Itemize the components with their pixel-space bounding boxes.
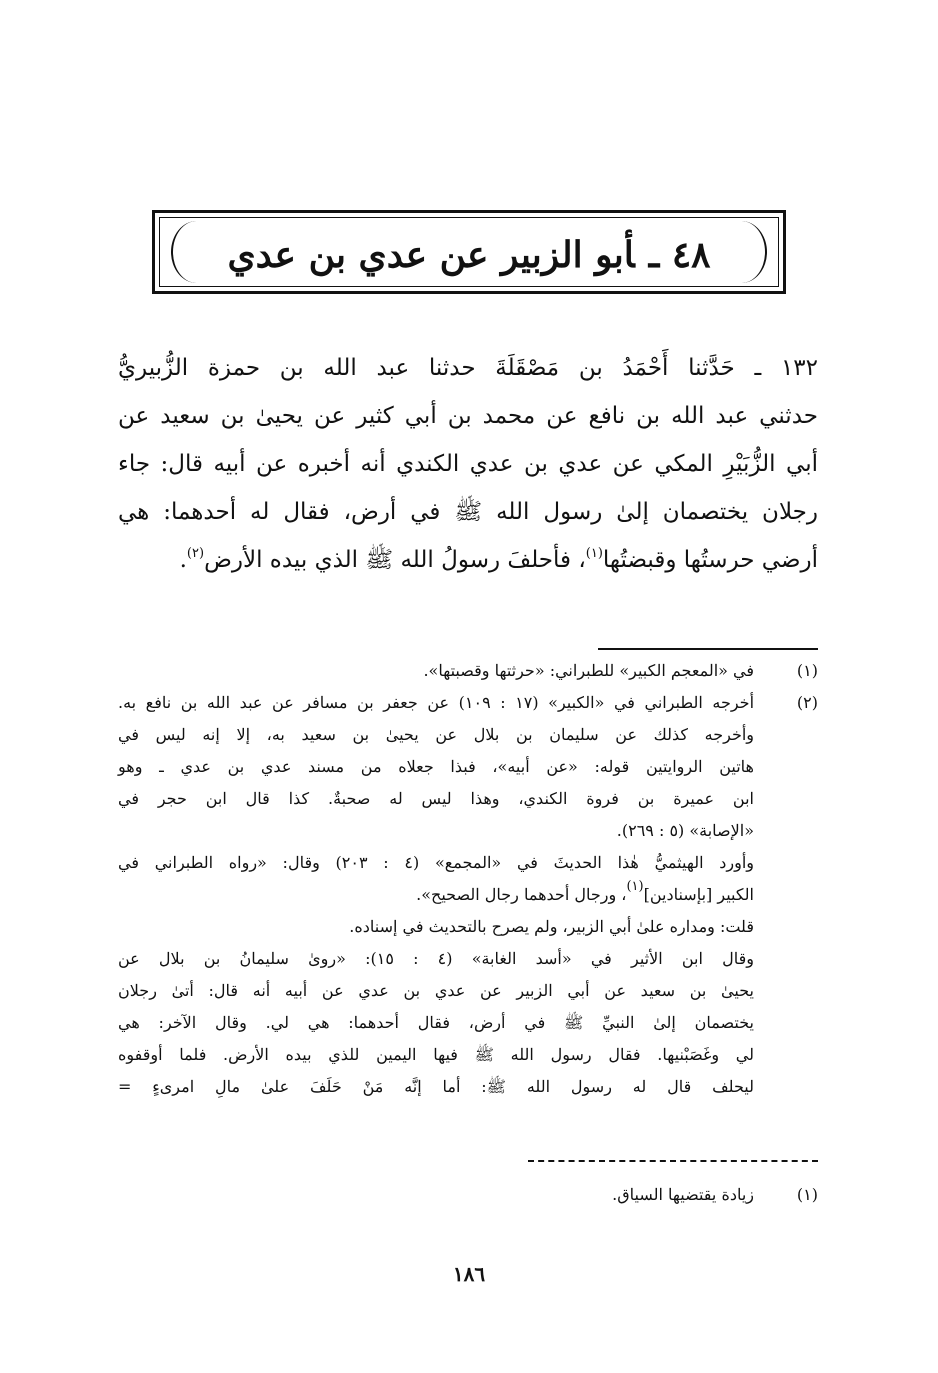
footnote-line: في «المعجم الكبير» للطبراني: «حرثتها وقصبتها».: [423, 661, 754, 680]
editor-note: [118, 1180, 818, 1210]
footnote-number: (١): [796, 661, 818, 680]
hadith-line-part: أرضي حرستُها وقبضتُها: [602, 547, 818, 573]
footnote-line: قلت: ومداره علىٰ أبي الزبير، ولم يصرح بالتحديث في إسناده.: [349, 917, 754, 936]
hadith-line-part: .: [179, 547, 187, 573]
footnote-number: (١): [796, 1185, 818, 1204]
footnote-line: وأورد الهيثميُّ هٰذا الحديثَ في «المجمع» (٤ : ٢٠٣) وقال: «رواه الطبراني في: [118, 853, 754, 872]
chapter-number: ٤٨ ـ: [648, 234, 711, 276]
page-number: ١٨٦: [452, 1262, 486, 1286]
hadith-line-part: ، فأحلفَ رسولُ الله ﷺ الذي بيده الأرض: [204, 547, 586, 573]
footnote-separator: [598, 648, 818, 650]
footnote-ref: (١): [585, 546, 603, 561]
chapter-title-text: أبو الزبير عن عدي بن عدي: [227, 234, 635, 276]
hadith-line: أبي الزُّبَيْرِ المكي عن عدي بن عدي الكندي أنه أخبره عن أبيه قال: جاء: [118, 451, 818, 477]
footnote-line: «الإصابة» (٥ : ٢٦٩).: [616, 821, 754, 840]
footnote-ref: (١): [626, 879, 644, 894]
footnote-line: [118, 879, 754, 911]
footnote-line: وقال ابن الأثير في «أسد الغابة» (٤ : ١٥): «روىٰ سليمانُ بن بلال عن: [118, 949, 755, 968]
footnotes: [118, 655, 818, 1103]
footnote-line: ليحلف قال له رسول الله ﷺ: أما إنَّه مَنْ حَلَفَ علىٰ مالِ امرىءٍ =: [118, 1077, 754, 1096]
footnote-line: زيادة يقتضيها السياق.: [612, 1185, 754, 1204]
chapter-title-frame: [152, 210, 786, 294]
footnote-2: [118, 687, 818, 1103]
footnote-line: يحيىٰ بن سعيد عن أبي الزبير عن عدي بن عدي عن أبيه أنه قال: أتىٰ رجلان: [118, 981, 754, 1000]
footnote-line: لي وغَصَبْنيها. فقال رسول الله ﷺ فيها اليمين للذي بيده الأرض. فلما أوقفوه: [118, 1045, 754, 1064]
hadith-line: حدثني عبد الله بن نافع عن محمد بن أبي كثير عن يحيىٰ بن سعيد عن: [118, 403, 818, 429]
hadith-line: ١٣٢ ـ حَدَّثنا أَحْمَدُ بن مَصْقَلَةَ حدثنا عبد الله بن حمزة الزُّبيريُّ: [118, 355, 818, 381]
footnote-line: أخرجه الطبراني في «الكبير» (١٧ : ١٠٩) عن جعفر بن مسافر عن عبد الله بن نافع به.: [118, 693, 755, 712]
footnote-line: ابن عميرة بن فروة الكندي، وهذا ليس له صحبةٌ. كذا قال ابن حجر في: [118, 789, 754, 808]
editor-footnote-1: [118, 1180, 818, 1210]
editor-note-separator: [528, 1160, 818, 1162]
footnote-line: يختصمان إلىٰ النبيِّ ﷺ في أرض، فقال أحدهما: هي لي. وقال الآخر: هي: [118, 1013, 754, 1032]
footnote-line-part: ، ورجال أحدهما رجال الصحيح».: [416, 885, 627, 904]
footnote-line: هاتين الروايتين قوله: «عن أبيه»، فبذا جعلاه من مسند عدي بن عدي ـ وهو: [118, 757, 754, 776]
footnote-number: (٢): [796, 693, 818, 712]
hadith-line: [118, 536, 818, 584]
chapter-title: [155, 235, 783, 275]
hadith-line: رجلان يختصمان إلىٰ رسول الله ﷺ في أرض، فقال له أحدهما: هي: [118, 499, 818, 525]
footnote-ref: (٢): [186, 546, 205, 561]
footnote-line-part: الكبير [بإسنادين]: [643, 885, 754, 904]
footnote-line: وأخرجه كذلك عن سليمان بن بلال عن يحيىٰ بن سعيد به، إلا إنه ليس في: [118, 725, 754, 744]
footnote-1: [118, 655, 818, 687]
hadith-text: [118, 344, 818, 584]
